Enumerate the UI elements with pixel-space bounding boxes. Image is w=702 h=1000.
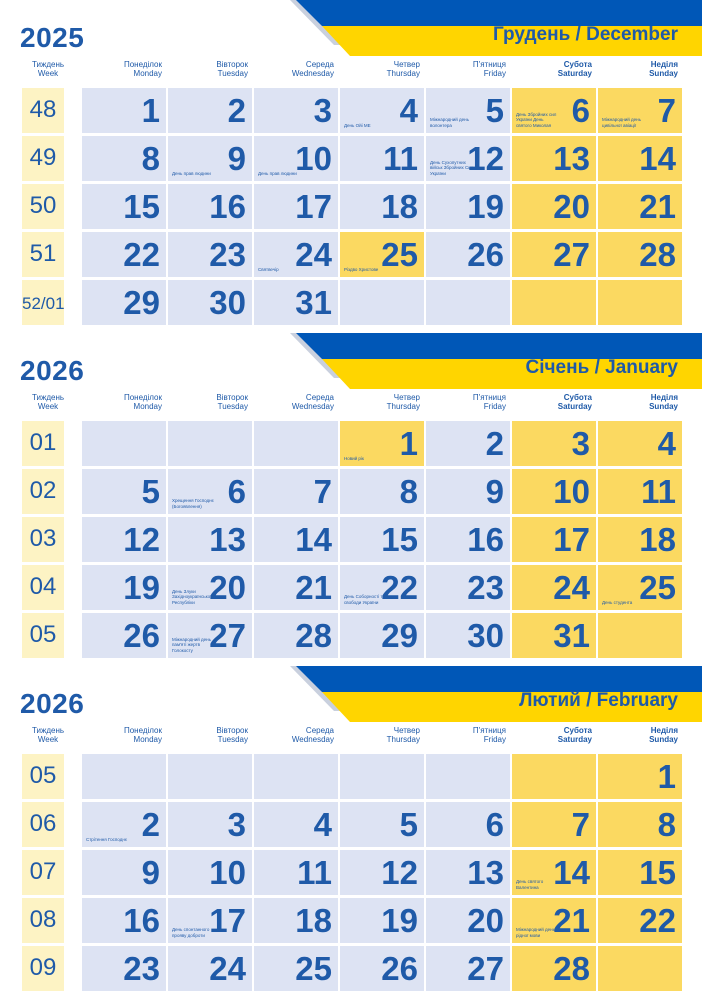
day-number: 14 bbox=[553, 854, 590, 891]
week-number-cell bbox=[22, 754, 64, 799]
day-number: 23 bbox=[467, 569, 504, 606]
day-cell[interactable] bbox=[512, 232, 596, 277]
month-block bbox=[0, 333, 702, 663]
day-cell[interactable] bbox=[340, 184, 424, 229]
day-number: 22 bbox=[639, 902, 676, 939]
day-cell[interactable] bbox=[426, 88, 510, 133]
holiday-note: День Сухопутних військ Збройних Сил України bbox=[430, 159, 474, 176]
day-cell[interactable] bbox=[598, 136, 682, 181]
flag-blue-stripe bbox=[296, 333, 702, 359]
day-header-monday: Понеділок Monday bbox=[123, 726, 162, 744]
day-cell[interactable] bbox=[512, 946, 596, 991]
holiday-note: Новий рік bbox=[344, 455, 364, 461]
week-number: 01 bbox=[29, 429, 57, 456]
day-cell[interactable] bbox=[512, 565, 596, 610]
day-number: 3 bbox=[227, 806, 246, 843]
flag-blue-stripe bbox=[296, 666, 702, 692]
week-row bbox=[0, 88, 702, 133]
day-cell[interactable] bbox=[340, 88, 424, 133]
day-cell[interactable] bbox=[512, 184, 596, 229]
day-cell[interactable] bbox=[598, 421, 682, 466]
week-number-cell bbox=[22, 280, 64, 325]
week-row bbox=[0, 184, 702, 229]
week-number-cell bbox=[22, 421, 64, 466]
holiday-note: День Соборності та свободи України bbox=[344, 594, 386, 605]
day-number: 2 bbox=[227, 92, 246, 129]
day-number: 11 bbox=[641, 473, 676, 510]
day-cell[interactable] bbox=[512, 136, 596, 181]
day-number: 28 bbox=[295, 617, 332, 654]
day-header-sunday: Неділя Sunday bbox=[649, 726, 678, 744]
holiday-note: Міжнародний день пам'яті жертв Голокосту bbox=[172, 636, 211, 653]
day-cell[interactable] bbox=[512, 517, 596, 562]
day-number: 24 bbox=[295, 236, 332, 273]
week-row bbox=[0, 136, 702, 181]
day-number: 24 bbox=[553, 569, 590, 606]
day-cell[interactable] bbox=[82, 136, 166, 181]
day-number: 19 bbox=[381, 902, 418, 939]
week-row bbox=[0, 754, 702, 799]
day-number: 4 bbox=[399, 92, 418, 129]
day-cell[interactable] bbox=[340, 946, 424, 991]
day-cell[interactable] bbox=[82, 898, 166, 943]
day-cell[interactable] bbox=[598, 754, 682, 799]
day-number: 29 bbox=[381, 617, 418, 654]
month-block bbox=[0, 666, 702, 996]
week-number: 06 bbox=[29, 810, 57, 837]
week-number-cell bbox=[22, 850, 64, 895]
day-cell[interactable] bbox=[512, 280, 596, 325]
holiday-note: Різдво Христове bbox=[344, 266, 379, 272]
day-number: 3 bbox=[313, 92, 332, 129]
day-header-sunday: Неділя Sunday bbox=[649, 60, 678, 78]
holiday-note: День Злуки Західноукраїнської Республіки bbox=[172, 588, 212, 605]
day-cell[interactable] bbox=[254, 136, 338, 181]
day-number: 9 bbox=[141, 854, 160, 891]
day-number: 30 bbox=[467, 617, 504, 654]
day-cell[interactable] bbox=[598, 184, 682, 229]
day-number: 23 bbox=[209, 236, 246, 273]
day-cell[interactable] bbox=[254, 232, 338, 277]
day-header-monday: Понеділок Monday bbox=[123, 60, 162, 78]
holiday-note: День студента bbox=[602, 599, 633, 605]
day-number: 25 bbox=[381, 236, 418, 273]
week-number-cell bbox=[22, 613, 64, 658]
day-cell[interactable] bbox=[168, 565, 252, 610]
day-number: 14 bbox=[295, 521, 332, 558]
day-number: 15 bbox=[639, 854, 676, 891]
day-cell[interactable] bbox=[82, 802, 166, 847]
day-number: 8 bbox=[657, 806, 676, 843]
day-number: 28 bbox=[639, 236, 676, 273]
day-cell[interactable] bbox=[426, 565, 510, 610]
day-cell[interactable] bbox=[512, 898, 596, 943]
week-number-cell bbox=[22, 232, 64, 277]
day-number: 12 bbox=[381, 854, 418, 891]
day-number: 4 bbox=[657, 425, 676, 462]
day-cell[interactable] bbox=[512, 469, 596, 514]
day-number: 19 bbox=[123, 569, 160, 606]
week-number: 51 bbox=[29, 240, 57, 267]
day-header-saturday: Субота Saturday bbox=[557, 60, 592, 78]
day-number: 2 bbox=[141, 806, 160, 843]
day-header-thursday: Четвер Thursday bbox=[386, 726, 420, 744]
day-number: 26 bbox=[123, 617, 160, 654]
day-cell[interactable] bbox=[168, 280, 252, 325]
day-header-tuesday: Вівторок Tuesday bbox=[216, 393, 248, 411]
day-cell[interactable] bbox=[340, 136, 424, 181]
holiday-note: Міжнародний день рідної мови bbox=[516, 927, 555, 938]
day-header-friday: П'ятниця Friday bbox=[472, 60, 506, 78]
holiday-note: День прав людини bbox=[258, 170, 297, 176]
day-number: 13 bbox=[553, 140, 590, 177]
day-number: 16 bbox=[123, 902, 160, 939]
day-number: 20 bbox=[467, 902, 504, 939]
week-number: 08 bbox=[29, 906, 57, 933]
day-cell[interactable] bbox=[82, 469, 166, 514]
day-number: 25 bbox=[639, 569, 676, 606]
day-cell[interactable] bbox=[82, 850, 166, 895]
day-number: 18 bbox=[639, 521, 676, 558]
day-cell[interactable] bbox=[168, 88, 252, 133]
day-number: 20 bbox=[209, 569, 246, 606]
day-cell[interactable] bbox=[168, 613, 252, 658]
week-row bbox=[0, 898, 702, 943]
day-cell[interactable] bbox=[168, 850, 252, 895]
week-row bbox=[0, 802, 702, 847]
holiday-note: День Збройних сил України День святого Миколая bbox=[516, 111, 557, 128]
day-cell[interactable] bbox=[426, 469, 510, 514]
day-cell[interactable] bbox=[82, 280, 166, 325]
day-number: 31 bbox=[553, 617, 590, 654]
day-number: 21 bbox=[295, 569, 332, 606]
day-number: 12 bbox=[467, 140, 504, 177]
day-headers bbox=[0, 726, 702, 754]
week-number: 50 bbox=[29, 192, 57, 219]
day-header-wednesday: Середа Wednesday bbox=[291, 726, 334, 744]
day-cell[interactable] bbox=[340, 754, 424, 799]
day-number: 23 bbox=[123, 950, 160, 987]
day-cell[interactable] bbox=[168, 421, 252, 466]
day-cell[interactable] bbox=[254, 850, 338, 895]
day-cell[interactable] bbox=[254, 88, 338, 133]
day-cell[interactable] bbox=[598, 565, 682, 610]
day-cell[interactable] bbox=[254, 421, 338, 466]
week-number-cell bbox=[22, 469, 64, 514]
day-cell[interactable] bbox=[168, 754, 252, 799]
day-cell[interactable] bbox=[426, 280, 510, 325]
day-header-thursday: Четвер Thursday bbox=[386, 60, 420, 78]
day-number: 10 bbox=[295, 140, 332, 177]
day-cell[interactable] bbox=[598, 280, 682, 325]
day-number: 26 bbox=[381, 950, 418, 987]
week-number: 03 bbox=[29, 525, 57, 552]
day-number: 6 bbox=[485, 806, 504, 843]
day-number: 1 bbox=[399, 425, 418, 462]
day-header-tuesday: Вівторок Tuesday bbox=[216, 726, 248, 744]
week-number: 02 bbox=[29, 477, 57, 504]
day-headers bbox=[0, 393, 702, 421]
day-number: 19 bbox=[467, 188, 504, 225]
day-cell[interactable] bbox=[598, 517, 682, 562]
day-cell[interactable] bbox=[512, 754, 596, 799]
day-number: 16 bbox=[209, 188, 246, 225]
day-cell[interactable] bbox=[168, 232, 252, 277]
day-cell[interactable] bbox=[426, 517, 510, 562]
day-number: 7 bbox=[571, 806, 590, 843]
day-cell[interactable] bbox=[426, 232, 510, 277]
day-number: 27 bbox=[553, 236, 590, 273]
holiday-note: День спонтанного прояву доброти bbox=[172, 927, 210, 938]
day-cell[interactable] bbox=[426, 421, 510, 466]
day-cell[interactable] bbox=[168, 898, 252, 943]
day-number: 29 bbox=[123, 284, 160, 321]
week-number-cell bbox=[22, 946, 64, 991]
week-number-cell bbox=[22, 517, 64, 562]
week-number: 09 bbox=[29, 954, 57, 981]
week-number-cell bbox=[22, 136, 64, 181]
week-header: Тиждень Week bbox=[31, 393, 65, 411]
day-cell[interactable] bbox=[340, 613, 424, 658]
day-number: 16 bbox=[467, 521, 504, 558]
week-row bbox=[0, 946, 702, 991]
month-title: Січень / January bbox=[525, 357, 678, 378]
day-cell[interactable] bbox=[82, 184, 166, 229]
day-cell[interactable] bbox=[512, 88, 596, 133]
day-cell[interactable] bbox=[254, 946, 338, 991]
day-cell[interactable] bbox=[598, 88, 682, 133]
week-number-cell bbox=[22, 88, 64, 133]
day-number: 30 bbox=[209, 284, 246, 321]
day-number: 5 bbox=[399, 806, 418, 843]
day-cell[interactable] bbox=[512, 802, 596, 847]
day-header-sunday: Неділя Sunday bbox=[649, 393, 678, 411]
week-header: Тиждень Week bbox=[31, 726, 65, 744]
day-cell[interactable] bbox=[340, 802, 424, 847]
day-cell[interactable] bbox=[340, 421, 424, 466]
day-number: 18 bbox=[381, 188, 418, 225]
week-row bbox=[0, 232, 702, 277]
day-cell[interactable] bbox=[168, 517, 252, 562]
day-number: 6 bbox=[227, 473, 246, 510]
day-number: 31 bbox=[295, 284, 332, 321]
day-cell[interactable] bbox=[168, 946, 252, 991]
day-header-saturday: Субота Saturday bbox=[557, 393, 592, 411]
day-cell[interactable] bbox=[254, 565, 338, 610]
day-number: 11 bbox=[297, 854, 332, 891]
day-number: 18 bbox=[295, 902, 332, 939]
week-number: 07 bbox=[29, 858, 57, 885]
day-number: 12 bbox=[123, 521, 160, 558]
day-number: 22 bbox=[381, 569, 418, 606]
day-cell[interactable] bbox=[82, 565, 166, 610]
day-cell[interactable] bbox=[254, 469, 338, 514]
day-header-saturday: Субота Saturday bbox=[557, 726, 592, 744]
day-number: 2 bbox=[485, 425, 504, 462]
day-number: 9 bbox=[227, 140, 246, 177]
week-row bbox=[0, 469, 702, 514]
day-headers bbox=[0, 60, 702, 88]
day-cell[interactable] bbox=[598, 850, 682, 895]
day-cell[interactable] bbox=[254, 517, 338, 562]
week-header: Тиждень Week bbox=[31, 60, 65, 78]
day-number: 21 bbox=[553, 902, 590, 939]
week-number-cell bbox=[22, 184, 64, 229]
day-number: 13 bbox=[467, 854, 504, 891]
day-cell[interactable] bbox=[598, 898, 682, 943]
day-number: 22 bbox=[123, 236, 160, 273]
day-header-tuesday: Вівторок Tuesday bbox=[216, 60, 248, 78]
week-number-cell bbox=[22, 802, 64, 847]
week-row bbox=[0, 613, 702, 658]
day-cell[interactable] bbox=[598, 613, 682, 658]
day-header-wednesday: Середа Wednesday bbox=[291, 393, 334, 411]
week-number-cell bbox=[22, 565, 64, 610]
holiday-note: Міжнародний день цивільної авіації bbox=[602, 117, 641, 128]
week-number: 04 bbox=[29, 573, 57, 600]
day-number: 5 bbox=[485, 92, 504, 129]
week-number: 05 bbox=[29, 762, 57, 789]
day-cell[interactable] bbox=[254, 754, 338, 799]
day-number: 26 bbox=[467, 236, 504, 273]
day-number: 21 bbox=[639, 188, 676, 225]
day-number: 20 bbox=[553, 188, 590, 225]
day-cell[interactable] bbox=[426, 802, 510, 847]
day-cell[interactable] bbox=[340, 850, 424, 895]
day-number: 1 bbox=[657, 758, 676, 795]
day-cell[interactable] bbox=[426, 184, 510, 229]
week-number: 05 bbox=[29, 621, 57, 648]
day-cell[interactable] bbox=[340, 280, 424, 325]
week-row bbox=[0, 421, 702, 466]
day-cell[interactable] bbox=[168, 136, 252, 181]
day-header-thursday: Четвер Thursday bbox=[386, 393, 420, 411]
holiday-note: Стрітення Господнє bbox=[86, 836, 128, 842]
day-cell[interactable] bbox=[82, 88, 166, 133]
week-row bbox=[0, 850, 702, 895]
week-number: 52/01 bbox=[22, 294, 65, 313]
day-cell[interactable] bbox=[426, 136, 510, 181]
day-number: 17 bbox=[553, 521, 590, 558]
day-cell[interactable] bbox=[426, 946, 510, 991]
week-number-cell bbox=[22, 898, 64, 943]
day-cell[interactable] bbox=[254, 184, 338, 229]
day-header-friday: П'ятниця Friday bbox=[472, 393, 506, 411]
day-cell[interactable] bbox=[254, 613, 338, 658]
week-number: 49 bbox=[29, 144, 57, 171]
day-cell[interactable] bbox=[254, 280, 338, 325]
day-cell[interactable] bbox=[168, 469, 252, 514]
month-title: Лютий / February bbox=[519, 690, 678, 711]
day-cell[interactable] bbox=[340, 565, 424, 610]
day-cell[interactable] bbox=[598, 946, 682, 991]
day-header-wednesday: Середа Wednesday bbox=[291, 60, 334, 78]
day-cell[interactable] bbox=[426, 898, 510, 943]
holiday-note: День святого Валентина bbox=[516, 879, 544, 890]
day-cell[interactable] bbox=[82, 421, 166, 466]
day-number: 17 bbox=[295, 188, 332, 225]
day-number: 15 bbox=[123, 188, 160, 225]
holiday-note: День Ойі МЕ bbox=[344, 122, 371, 128]
holiday-note: Святвечір bbox=[258, 266, 279, 272]
day-cell[interactable] bbox=[426, 850, 510, 895]
day-cell[interactable] bbox=[512, 850, 596, 895]
flag-blue-stripe bbox=[296, 0, 702, 26]
year-label: 2026 bbox=[20, 355, 85, 386]
day-cell[interactable] bbox=[82, 946, 166, 991]
day-number: 27 bbox=[467, 950, 504, 987]
day-number: 3 bbox=[571, 425, 590, 462]
week-row bbox=[0, 517, 702, 562]
day-number: 11 bbox=[383, 140, 418, 177]
day-number: 25 bbox=[295, 950, 332, 987]
day-cell[interactable] bbox=[598, 469, 682, 514]
day-cell[interactable] bbox=[340, 898, 424, 943]
day-cell[interactable] bbox=[168, 184, 252, 229]
month-title: Грудень / December bbox=[493, 24, 678, 45]
day-cell[interactable] bbox=[340, 469, 424, 514]
day-cell[interactable] bbox=[340, 232, 424, 277]
week-row bbox=[0, 565, 702, 610]
year-label: 2026 bbox=[20, 688, 85, 719]
day-cell[interactable] bbox=[254, 898, 338, 943]
day-cell[interactable] bbox=[512, 613, 596, 658]
day-cell[interactable] bbox=[512, 421, 596, 466]
day-number: 24 bbox=[209, 950, 246, 987]
day-cell[interactable] bbox=[598, 802, 682, 847]
day-number: 7 bbox=[657, 92, 676, 129]
day-cell[interactable] bbox=[82, 754, 166, 799]
day-cell[interactable] bbox=[426, 613, 510, 658]
day-number: 7 bbox=[313, 473, 332, 510]
holiday-note: Міжнародний день волонтера bbox=[430, 117, 469, 128]
holiday-note: День прав людини bbox=[172, 170, 211, 176]
day-number: 13 bbox=[209, 521, 246, 558]
day-number: 9 bbox=[485, 473, 504, 510]
day-number: 15 bbox=[381, 521, 418, 558]
day-number: 4 bbox=[313, 806, 332, 843]
day-cell[interactable] bbox=[426, 754, 510, 799]
day-cell[interactable] bbox=[82, 613, 166, 658]
day-cell[interactable] bbox=[82, 232, 166, 277]
day-number: 6 bbox=[571, 92, 590, 129]
day-number: 28 bbox=[553, 950, 590, 987]
month-block bbox=[0, 0, 702, 330]
week-number: 48 bbox=[29, 96, 57, 123]
day-header-monday: Понеділок Monday bbox=[123, 393, 162, 411]
day-number: 8 bbox=[141, 140, 160, 177]
day-number: 10 bbox=[553, 473, 590, 510]
day-header-friday: П'ятниця Friday bbox=[472, 726, 506, 744]
day-cell[interactable] bbox=[168, 802, 252, 847]
year-label: 2025 bbox=[20, 22, 85, 53]
day-number: 10 bbox=[209, 854, 246, 891]
day-number: 5 bbox=[141, 473, 160, 510]
day-cell[interactable] bbox=[340, 517, 424, 562]
day-number: 14 bbox=[639, 140, 676, 177]
day-number: 8 bbox=[399, 473, 418, 510]
holiday-note: Хрещення Господнє (Богоявлення) bbox=[172, 498, 214, 509]
day-cell[interactable] bbox=[254, 802, 338, 847]
day-cell[interactable] bbox=[82, 517, 166, 562]
day-number: 1 bbox=[141, 92, 160, 129]
week-row bbox=[0, 280, 702, 325]
day-cell[interactable] bbox=[598, 232, 682, 277]
day-number: 17 bbox=[209, 902, 246, 939]
day-number: 27 bbox=[209, 617, 246, 654]
